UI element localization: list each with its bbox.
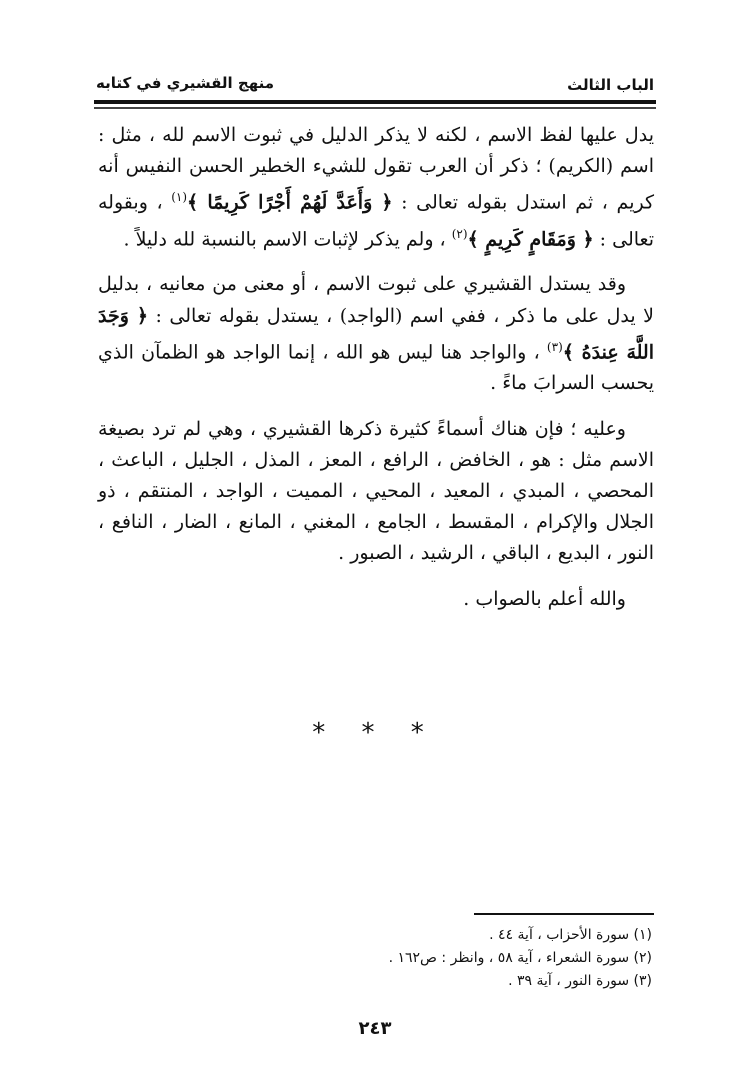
header-rule [94,100,656,104]
quran-verse: ﴿ وَأَعَدَّ لَهُمْ أَجْرًا كَرِيمًا ﴾ [187,191,393,214]
section-separator: * * * [312,718,438,748]
page-number: ٢٤٣ [358,1018,392,1039]
main-text [98,120,654,629]
footnote-ref: (٢) [451,226,468,241]
closing-line: والله أعلم بالصواب . [463,587,626,610]
running-title: منهج القشيري في كتابه [96,74,275,92]
footnote-ref: (١) [171,190,188,205]
text-run: وقد يستدل القشيري على ثبوت الاسم ، أو معنى من معانيه ، بدليل لا يدل على ما ذكر ، ففي اسم (الواجد) ، يستدل بقوله تعالى : [98,273,654,327]
chapter-title: الباب الثالث [567,76,654,94]
footnote: (٣) سورة النور ، آية ٣٩ . [508,973,652,989]
paragraph: وعليه ؛ فإن هناك أسماءً كثيرة ذكرها القشيري ، وهي لم ترد بصيغة الاسم مثل : هو ، الخافض ، الرافع ، المعز ، المذل ، الجليل ، الباعث ، المحصي ، المبدي ، المعيد ، المحيي ، المميت ، الواجد ، المنتقم ، ذو الجلال والإكرام ، المقسط ، الجامع ، المغني ، المانع ، الضار ، النافع ، النور ، البديع ، الباقي ، الرشيد ، الصبور . [98,417,654,565]
text-run: يدل عليها لفظ الاسم ، لكنه لا يذكر الدليل في ثبوت الاسم لله ، مثل : اسم (الكريم) ؛ ذكر أن العرب تقول للشيء الخطير الحسن النفيس أنه كريم ، ثم استدل بقوله تعالى : [98,124,655,214]
footnote: (٢) سورة الشعراء ، آية ٥٨ ، وانظر : ص١٦٢ . [388,950,652,966]
text-run: ، وبقوله تعالى : [98,191,654,251]
paragraph [98,120,654,255]
header-rule-thin [94,107,656,109]
page-header [94,70,656,96]
text-run: ، ولم يذكر لإثبات الاسم بالنسبة لله دليلاً . [123,228,452,251]
footnotes [152,924,652,993]
paragraph [98,269,654,399]
quran-verse: ﴿ وَجَدَ اللَّهَ عِندَهُ ﴾ [98,304,655,364]
footnote: (١) سورة الأحزاب ، آية ٤٤ . [489,927,652,943]
footnote-ref: (٣) [546,339,563,354]
quran-verse: ﴿ وَمَقَامٍ كَرِيمٍ ﴾ [467,228,594,251]
footnote-rule [474,913,654,915]
text-run: ، والواجد هنا ليس هو الله ، إنما الواجد هو الظمآن الذي يحسب السرابَ ماءً . [98,341,654,395]
